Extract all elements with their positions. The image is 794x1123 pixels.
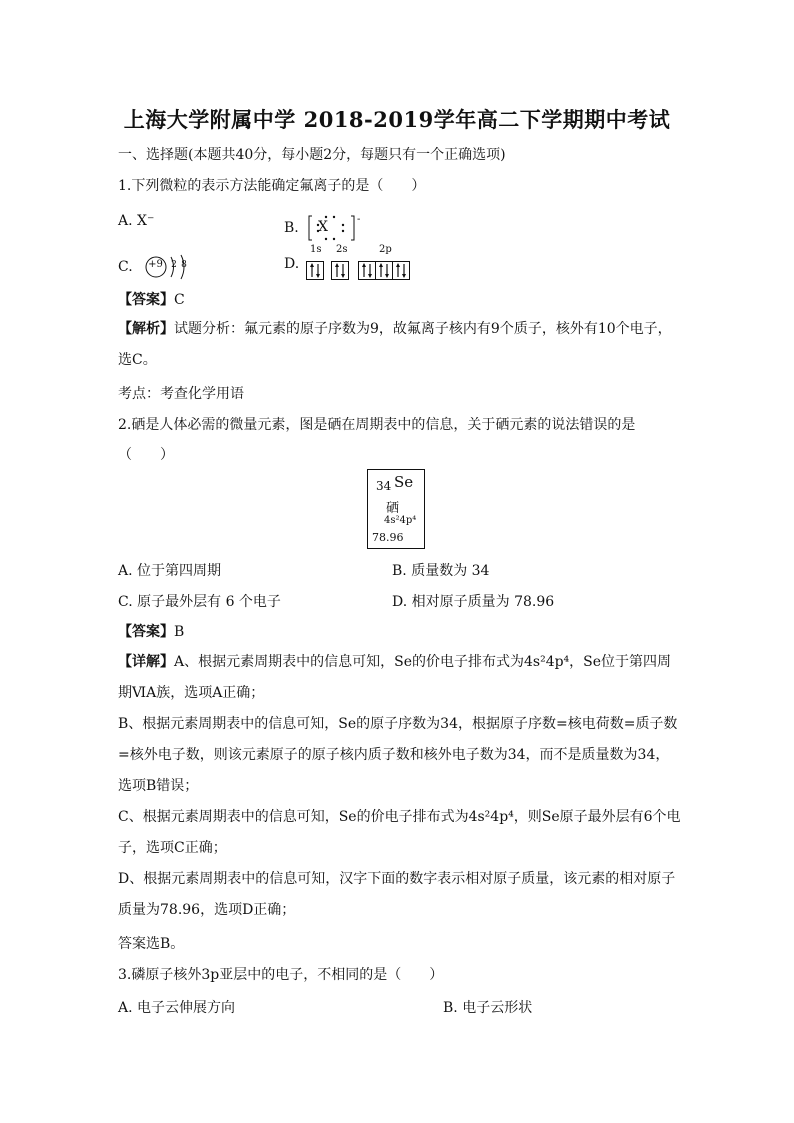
q3-stem: 3.磷原子核外3p亚层中的电子，不相同的是（ ） — [118, 967, 444, 983]
q1-orbital-2p-label: 2p — [379, 244, 392, 255]
q2-option-b: B. 质量数为 34 — [392, 563, 490, 579]
q1-option-c-label: C. — [118, 259, 133, 275]
orbital-diagram-icon — [306, 261, 418, 281]
element-config: 4s²4p⁴ — [384, 515, 417, 526]
svg-text:-: - — [357, 214, 361, 225]
q2-detail-a-text: A、根据元素周期表中的信息可知，Se的价电子排布式为4s²4p⁴，Se位于第四周期ⅥA族，选项A正确； — [118, 654, 672, 701]
q2-detail-b: B、根据元素周期表中的信息可知，Se的原子序数为34，根据原子序数=核电荷数=质子数=核外电子数，则该元素原子的原子核内质子数和核外电子数为34，而不是质量数为34，选项B错误； — [118, 716, 678, 794]
q2-detail-d: D、根据元素周期表中的信息可知，汉字下面的数字表示相对原子质量，该元素的相对原子质量为78.96，选项D正确； — [118, 871, 676, 918]
q1-option-b-label: B. — [284, 220, 299, 236]
q1-option-c — [118, 254, 195, 280]
periodic-table-cell — [367, 469, 425, 549]
q1-answer-value: C — [174, 292, 185, 308]
q2-stem-line2: （ ） — [118, 447, 174, 463]
q1-option-a-text: X⁻ — [137, 213, 155, 229]
q1-option-c-nucleus: +9 — [148, 259, 163, 270]
q1-option-d-label: D. — [284, 256, 300, 272]
q2-option-d: D. 相对原子质量为 78.96 — [392, 594, 555, 610]
q1-answer-label: 【答案】 — [118, 292, 174, 308]
q1-option-c-shell1: 2 — [171, 260, 177, 270]
q1-orbital-2s-label: 2s — [336, 244, 348, 255]
element-symbol: Se — [394, 473, 414, 491]
q1-option-a-label: A. — [118, 213, 133, 229]
q2-detail-a — [118, 647, 683, 709]
q1-option-d — [284, 244, 424, 284]
element-mass: 78.96 — [372, 531, 404, 544]
page-title: 上海大学附属中学 2018-2019学年高二下学期期中考试 — [123, 107, 671, 132]
q2-stem-line1: 2.硒是人体必需的微量元素，图是硒在周期表中的信息，关于硒元素的说法错误的是 — [118, 417, 636, 433]
q2-detail-label: 【详解】 — [118, 654, 174, 670]
q2-answer-label: 【答案】 — [118, 624, 174, 640]
q2-answer — [118, 622, 184, 642]
element-name: 硒 — [386, 501, 400, 516]
q3-option-b: B. 电子云形状 — [443, 1000, 533, 1016]
q1-option-b — [284, 213, 363, 243]
q2-option-a: A. 位于第四周期 — [118, 563, 222, 579]
q1-analysis-text: 试题分析：氟元素的原子序数为9，故氟离子核内有9个质子，核外有10个电子，选C。 — [118, 321, 672, 368]
q2-answer-value: B — [174, 624, 185, 640]
element-number: 34 — [376, 479, 392, 493]
q1-option-a — [118, 213, 154, 229]
q1-kaodian: 考点：考查化学用语 — [118, 386, 244, 402]
q1-orbital-1s-label: 1s — [310, 244, 322, 255]
section-heading: 一、选择题(本题共40分，每小题2分，每题只有一个正确选项) — [118, 147, 506, 163]
q1-option-c-shell2: 8 — [181, 260, 187, 270]
lewis-structure-icon — [307, 213, 363, 243]
q1-option-b-symbol: X — [318, 219, 328, 235]
q2-option-c: C. 原子最外层有 6 个电子 — [118, 594, 281, 610]
q1-answer — [118, 290, 185, 310]
q1-stem: 1.下列微粒的表示方法能确定氟离子的是（ ） — [118, 178, 426, 194]
q2-conclusion: 答案选B。 — [118, 936, 185, 952]
q3-option-a: A. 电子云伸展方向 — [118, 1000, 236, 1016]
q2-detail-c: C、根据元素周期表中的信息可知，Se的价电子排布式为4s²4p⁴，则Se原子最外层有6个电子，选项C正确； — [118, 809, 681, 856]
q1-analysis-label: 【解析】 — [118, 321, 174, 337]
q1-analysis — [118, 314, 683, 376]
